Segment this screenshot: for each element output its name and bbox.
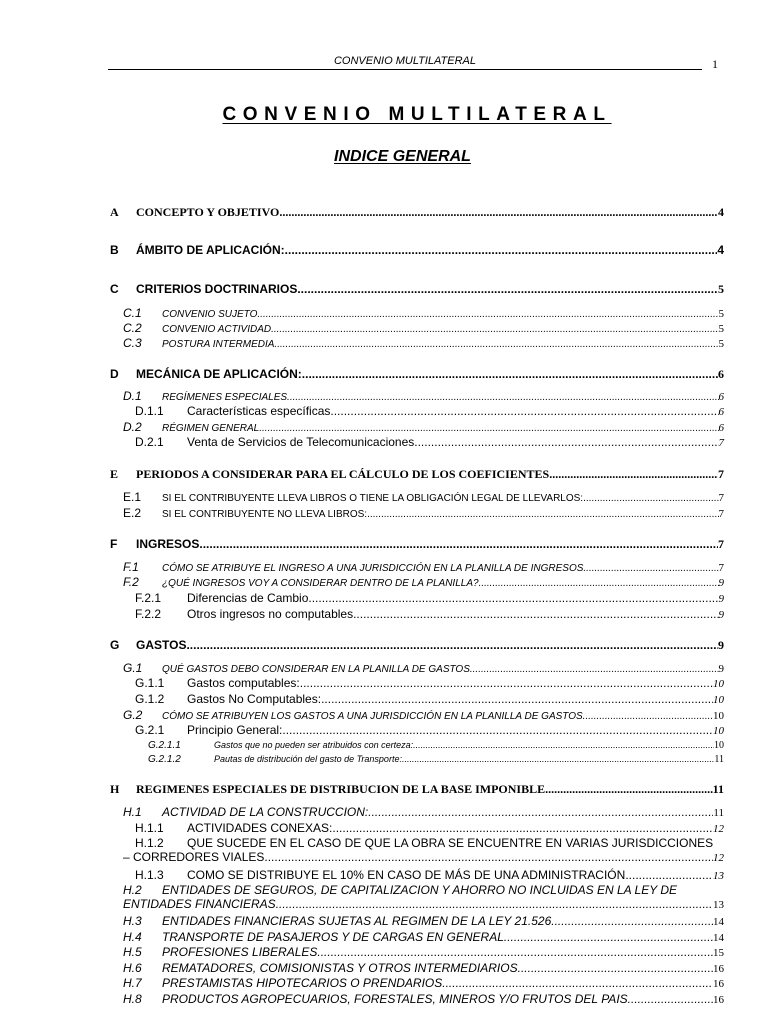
toc-page: 10 bbox=[714, 740, 724, 751]
toc-page: 7 bbox=[718, 467, 724, 481]
toc-leader bbox=[368, 806, 713, 820]
toc-label: REMATADORES, COMISIONISTAS Y OTROS INTERMEDIARIOS. bbox=[162, 961, 521, 975]
toc-label: Gastos computables: bbox=[187, 676, 300, 690]
toc-label: Gastos No Computables: bbox=[187, 692, 322, 706]
toc-code: C.1 bbox=[123, 306, 142, 320]
toc-label: GASTOS bbox=[136, 638, 187, 652]
toc-entry-d11[interactable] bbox=[135, 405, 724, 419]
toc-label: CONVENIO SUJETO bbox=[162, 309, 258, 320]
toc-entry-g1[interactable] bbox=[123, 662, 724, 676]
toc-page: 5 bbox=[718, 282, 724, 296]
toc-label: ACTIVIDADES CONEXAS: bbox=[187, 821, 333, 835]
toc-page: 7 bbox=[718, 437, 724, 449]
toc-label: PERIODOS A CONSIDERAR PARA EL CÁLCULO DE LOS COEFICIENTES bbox=[136, 467, 550, 481]
toc-code: G.2.1.2 bbox=[148, 754, 181, 765]
toc-page: 9 bbox=[718, 638, 724, 652]
toc-page: 5 bbox=[718, 323, 724, 335]
toc-entry-h4[interactable] bbox=[123, 931, 724, 945]
toc-code: E.1 bbox=[123, 490, 142, 504]
toc-leader bbox=[414, 436, 718, 450]
toc-entry-g211[interactable] bbox=[148, 740, 724, 752]
toc-code: F bbox=[110, 537, 118, 551]
toc-code: H.4 bbox=[123, 930, 142, 944]
toc-label: PRESTAMISTAS HIPOTECARIOS O PRENDARIOS bbox=[162, 976, 443, 990]
toc-page: 6 bbox=[718, 406, 724, 418]
toc-page: 9 bbox=[718, 577, 724, 589]
toc-section-e[interactable] bbox=[110, 468, 724, 482]
toc-code: H.1.2 bbox=[135, 836, 164, 850]
toc-code: C.2 bbox=[123, 321, 142, 335]
toc-page: 9 bbox=[718, 609, 724, 621]
toc-leader bbox=[545, 783, 713, 797]
toc-section-d[interactable] bbox=[110, 368, 724, 382]
toc-code: G.1.1 bbox=[135, 676, 165, 690]
toc-entry-g12[interactable] bbox=[135, 693, 724, 707]
toc-code: D.2 bbox=[123, 420, 142, 434]
toc-page: 13 bbox=[713, 898, 724, 911]
toc-entry-h1[interactable] bbox=[123, 806, 724, 820]
toc-page: 6 bbox=[718, 367, 724, 381]
toc-code: H.1.1 bbox=[135, 821, 164, 835]
index-subtitle: INDICE GENERAL bbox=[334, 148, 471, 165]
toc-entry-h8[interactable] bbox=[123, 993, 724, 1007]
toc-page: 4 bbox=[718, 205, 724, 219]
toc-leader bbox=[332, 822, 713, 836]
toc-page: 4 bbox=[717, 243, 724, 257]
toc-label: ACTIVIDAD DE LA CONSTRUCCION: bbox=[162, 805, 369, 819]
toc-section-g[interactable] bbox=[110, 639, 724, 653]
toc-code: C bbox=[110, 282, 119, 296]
toc-entry-c3[interactable] bbox=[123, 337, 724, 351]
running-header-title: CONVENIO MULTILATERAL bbox=[333, 55, 476, 67]
toc-leader bbox=[259, 423, 718, 435]
toc-leader bbox=[199, 538, 718, 552]
toc-leader bbox=[287, 392, 718, 404]
toc-label: QUE SUCEDE EN EL CASO DE QUE LA OBRA SE ENCUENTRE EN VARIAS JURISDICCIONES bbox=[187, 836, 714, 850]
toc-leader bbox=[549, 468, 718, 482]
toc-entry-h7[interactable] bbox=[123, 977, 724, 991]
toc-leader bbox=[402, 754, 714, 764]
toc-leader bbox=[282, 724, 713, 738]
toc-label: Principio General: bbox=[187, 723, 283, 737]
toc-code: F.1 bbox=[123, 560, 139, 574]
toc-label: ENTIDADES DE SEGUROS, DE CAPITALIZACION Y AHORRO NO INCLUIDAS EN LA LEY DE bbox=[162, 883, 678, 897]
toc-page: 9 bbox=[718, 593, 724, 605]
toc-code: G.1 bbox=[123, 661, 143, 675]
toc-leader bbox=[186, 639, 718, 653]
toc-code: D.1 bbox=[123, 389, 142, 403]
toc-section-h[interactable] bbox=[110, 783, 724, 797]
toc-label-continued: ENTIDADES FINANCIERAS bbox=[123, 896, 276, 911]
toc-label: PRODUCTOS AGROPECUARIOS, FORESTALES, MINEROS Y/O FRUTOS DEL PAIS. bbox=[162, 992, 631, 1006]
toc-page: 15 bbox=[713, 947, 724, 959]
toc-label: INGRESOS bbox=[136, 537, 200, 551]
toc-leader bbox=[585, 711, 713, 723]
toc-code: D.2.1 bbox=[135, 435, 164, 449]
toc-label: Venta de Servicios de Telecomunicaciones bbox=[187, 435, 415, 449]
toc-leader bbox=[308, 592, 718, 606]
toc-entry-h12[interactable] bbox=[123, 837, 724, 865]
toc-label: ÁMBITO DE APLICACIÓN: bbox=[136, 243, 285, 257]
toc-entry-h11[interactable] bbox=[135, 822, 724, 836]
toc-page: 7 bbox=[718, 537, 724, 551]
toc-leader bbox=[321, 693, 713, 707]
toc-leader bbox=[276, 898, 713, 912]
toc-section-b[interactable] bbox=[110, 244, 724, 258]
toc-code: H.5 bbox=[123, 945, 142, 959]
toc-label: CONCEPTO Y OBJETIVO bbox=[136, 205, 280, 219]
toc-entry-h6[interactable] bbox=[123, 962, 724, 976]
toc-label: REGIMENES ESPECIALES DE DISTRIBUCION DE LA BASE IMPONIBLE bbox=[136, 782, 546, 796]
toc-code: H.1.3 bbox=[135, 868, 164, 882]
toc-label-continued: – CORREDORES VIALES bbox=[123, 849, 265, 864]
toc-code: H.2 bbox=[123, 883, 142, 897]
toc-leader bbox=[367, 509, 718, 521]
toc-label: ¿QUÉ INGRESOS VOY A CONSIDERAR DENTRO DE LA PLANILLA? bbox=[162, 578, 479, 589]
toc-page: 7 bbox=[718, 492, 724, 504]
toc-page: 12 bbox=[713, 823, 724, 835]
toc-code: D.1.1 bbox=[135, 404, 164, 418]
toc-leader bbox=[507, 931, 713, 945]
toc-leader bbox=[300, 677, 713, 691]
toc-code: H.6 bbox=[123, 961, 142, 975]
toc-entry-c1[interactable] bbox=[123, 307, 724, 321]
toc-label: Gastos que no pueden ser atribuidos con certeza: bbox=[214, 740, 414, 750]
header-rule bbox=[108, 69, 702, 70]
toc-page: 5 bbox=[718, 308, 724, 320]
toc-label: RÉGIMEN GENERAL bbox=[162, 423, 260, 434]
toc-leader bbox=[479, 578, 719, 590]
toc-entry-f1[interactable] bbox=[123, 561, 724, 575]
toc-label: CONVENIO ACTIVIDAD bbox=[162, 324, 272, 335]
toc-page: 16 bbox=[713, 994, 724, 1006]
toc-leader bbox=[625, 869, 713, 883]
toc-code: F.2.1 bbox=[135, 591, 162, 605]
toc-leader bbox=[274, 339, 718, 351]
toc-leader bbox=[442, 977, 713, 991]
toc-entry-g11[interactable] bbox=[135, 677, 724, 691]
toc-leader bbox=[302, 368, 718, 382]
toc-label: ENTIDADES FINANCIERAS SUJETAS AL REGIMEN DE LA LEY 21.526 bbox=[162, 914, 552, 928]
toc-page: 10 bbox=[713, 678, 724, 690]
toc-page: 7 bbox=[718, 562, 724, 574]
toc-code: H.3 bbox=[123, 914, 142, 928]
toc-leader bbox=[413, 740, 714, 750]
toc-entry-e2[interactable] bbox=[123, 507, 724, 521]
toc-label: CÓMO SE ATRIBUYE EL INGRESO A UNA JURISDICCIÓN EN LA PLANILLA DE INGRESOS bbox=[162, 563, 584, 574]
toc-page: 14 bbox=[713, 916, 724, 928]
toc-page: 13 bbox=[713, 870, 724, 882]
toc-label: TRANSPORTE DE PASAJEROS Y DE CARGAS EN GENERAL. bbox=[162, 930, 508, 944]
toc-code: G.2.1 bbox=[135, 723, 165, 737]
toc-code: F.2.2 bbox=[135, 607, 162, 621]
toc-label: REGÍMENES ESPECIALES bbox=[162, 392, 288, 403]
toc-leader bbox=[353, 608, 718, 622]
toc-page: 10 bbox=[713, 710, 724, 722]
toc-leader bbox=[271, 324, 718, 336]
toc-entry-d21[interactable] bbox=[135, 436, 724, 450]
toc-code: D bbox=[110, 367, 119, 381]
toc-code: H.7 bbox=[123, 976, 142, 990]
toc-page: 5 bbox=[718, 338, 724, 350]
toc-section-c[interactable] bbox=[110, 283, 724, 297]
toc-label: MECÁNICA DE APLICACIÓN: bbox=[136, 367, 302, 381]
toc-code: F.2 bbox=[123, 575, 139, 589]
toc-section-f[interactable] bbox=[110, 538, 724, 552]
toc-code: G.2.1.1 bbox=[148, 740, 181, 751]
toc-code: G.1.2 bbox=[135, 692, 165, 706]
toc-page: 7 bbox=[718, 508, 724, 520]
toc-leader bbox=[583, 493, 718, 505]
document-title: CONVENIO MULTILATERAL bbox=[222, 104, 612, 125]
toc-page: 6 bbox=[718, 422, 724, 434]
toc-section-a[interactable] bbox=[110, 206, 724, 220]
toc-code: A bbox=[110, 205, 119, 219]
toc-page: 11 bbox=[713, 807, 724, 819]
toc-entry-f2[interactable] bbox=[123, 576, 724, 590]
toc-code: H bbox=[110, 782, 120, 796]
toc-label: CÓMO SE ATRIBUYEN LOS GASTOS A UNA JURISDICCIÓN EN LA PLANILLA DE GASTOS. bbox=[162, 711, 586, 722]
toc-page: 10 bbox=[713, 694, 724, 706]
toc-code: H.1 bbox=[123, 805, 142, 819]
toc-page: 11 bbox=[714, 754, 724, 765]
toc-leader bbox=[285, 244, 718, 258]
toc-entry-d2[interactable] bbox=[123, 421, 724, 435]
toc-entry-f22[interactable] bbox=[135, 608, 724, 622]
toc-entry-e1[interactable] bbox=[123, 491, 724, 505]
toc-code: E bbox=[110, 467, 119, 481]
toc-page: 16 bbox=[713, 978, 724, 990]
page-number: 1 bbox=[712, 57, 718, 71]
toc-label: POSTURA INTERMEDIA bbox=[162, 339, 275, 350]
toc-leader bbox=[279, 206, 718, 220]
toc-leader bbox=[583, 563, 718, 575]
toc-code: G bbox=[110, 638, 120, 652]
toc-entry-f21[interactable] bbox=[135, 592, 724, 606]
toc-code: H.8 bbox=[123, 992, 142, 1006]
toc-code: E.2 bbox=[123, 506, 142, 520]
toc-code: G.2 bbox=[123, 708, 143, 722]
toc-leader bbox=[257, 309, 718, 321]
toc-page: 16 bbox=[713, 963, 724, 975]
toc-leader bbox=[521, 962, 713, 976]
toc-leader bbox=[631, 993, 713, 1007]
toc-page: 12 bbox=[713, 851, 724, 864]
toc-label: Características específicas bbox=[187, 404, 331, 418]
toc-leader bbox=[297, 283, 718, 297]
toc-leader bbox=[473, 664, 719, 676]
toc-label: Diferencias de Cambio bbox=[187, 591, 309, 605]
toc-label: Otros ingresos no computables bbox=[187, 607, 354, 621]
toc-label: COMO SE DISTRIBUYE EL 10% EN CASO DE MÁS DE UNA ADMINISTRACIÓN bbox=[187, 868, 626, 882]
toc-leader bbox=[317, 946, 713, 960]
toc-entry-h5[interactable] bbox=[123, 946, 724, 960]
toc-code: B bbox=[110, 243, 119, 257]
toc-entry-h2[interactable] bbox=[123, 884, 724, 912]
toc-label: QUÉ GASTOS DEBO CONSIDERAR EN LA PLANILLA DE GASTOS. bbox=[162, 664, 473, 675]
toc-leader bbox=[264, 851, 713, 865]
toc-label: CRITERIOS DOCTRINARIOS bbox=[136, 282, 298, 296]
toc-entry-d1[interactable] bbox=[123, 390, 724, 404]
toc-label: SI EL CONTRIBUYENTE LLEVA LIBROS O TIENE LA OBLIGACIÓN LEGAL DE LLEVARLOS: bbox=[162, 493, 584, 504]
toc-code: C.3 bbox=[123, 336, 142, 350]
toc-page: 11 bbox=[712, 782, 724, 796]
toc-label: Pautas de distribución del gasto de Transporte: bbox=[214, 754, 402, 764]
toc-leader bbox=[551, 915, 713, 929]
toc-page: 10 bbox=[713, 725, 724, 737]
toc-entry-h13[interactable] bbox=[135, 869, 724, 883]
toc-page: 9 bbox=[718, 663, 724, 675]
toc-page: 6 bbox=[718, 391, 724, 403]
toc-entry-g21[interactable] bbox=[135, 724, 724, 738]
toc-page: 14 bbox=[713, 932, 724, 944]
toc-entry-c2[interactable] bbox=[123, 322, 724, 336]
toc-entry-g212[interactable] bbox=[148, 754, 724, 766]
toc-entry-g2[interactable] bbox=[123, 709, 724, 723]
toc-label: PROFESIONES LIBERALES bbox=[162, 945, 318, 959]
toc-entry-h3[interactable] bbox=[123, 915, 724, 929]
toc-leader bbox=[330, 405, 718, 419]
toc-label: SI EL CONTRIBUYENTE NO LLEVA LIBROS: bbox=[162, 509, 368, 520]
